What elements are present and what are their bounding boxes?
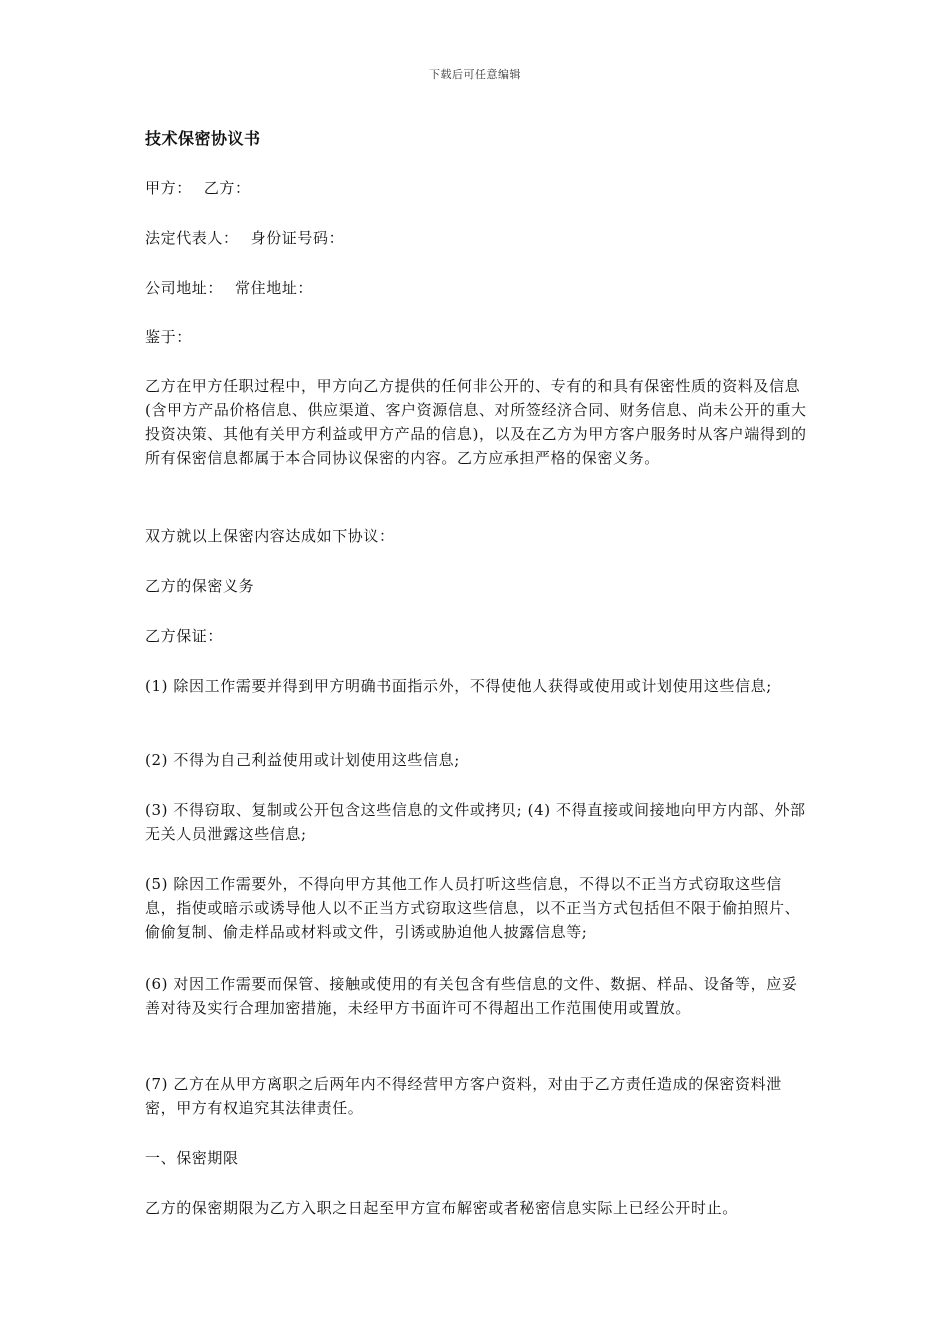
party-b-label: 乙方： <box>203 179 251 197</box>
address-line <box>145 276 810 300</box>
clause-item-6: (6) 对因工作需要而保管、接触或使用的有关包含有些信息的文件、数据、样品、设备等，应妥善对待及实行合理加密措施，未经甲方书面许可不得超出工作范围使用或置放。 <box>145 975 798 1017</box>
agreement-line: 双方就以上保密内容达成如下协议： <box>145 527 395 545</box>
clause-item-1: (1) 除因工作需要并得到甲方明确书面指示外，不得使他人获得或使用或计划使用这些信息; <box>145 677 772 695</box>
legal-rep-label: 法定代表人： <box>145 229 239 247</box>
intro-paragraph: 乙方在甲方任职过程中，甲方向乙方提供的任何非公开的、专有的和具有保密性质的资料及信息(含甲方产品价格信息、供应渠道、客户资源信息、对所签经济合同、财务信息、尚未公开的重大投资决策、其他有关甲方利益或甲方产品的信息)，以及在乙方为甲方客户服务时从客户端得到的所有保密信息都属于本合同协议保密的内容。乙方应承担严格的保密义务。 <box>145 377 807 467</box>
header-note: 下载后可任意编辑 <box>429 68 521 81</box>
clause-item-7: (7) 乙方在从甲方离职之后两年内不得经营甲方客户资料，对由于乙方责任造成的保密资料泄密，甲方有权追究其法律责任。 <box>145 1075 782 1117</box>
section-one-text: 乙方的保密期限为乙方入职之日起至甲方宣布解密或者秘密信息实际上已经公开时止。 <box>145 1199 738 1217</box>
party-a-label: 甲方： <box>145 179 192 197</box>
clause-item-5: (5) 除因工作需要外，不得向甲方其他工作人员打听这些信息，不得以不正当方式窃取这些信息，指使或暗示或诱导他人以不正当方式窃取这些信息，以不正当方式包括但不限于偷拍照片、偷偷复制、偷走样品或材料或文件，引诱或胁迫他人披露信息等; <box>145 875 801 941</box>
whereas-label: 鉴于： <box>145 328 192 346</box>
representative-line <box>145 226 810 250</box>
party-line <box>145 176 810 200</box>
clause-item-2: (2) 不得为自己利益使用或计划使用这些信息; <box>145 751 460 769</box>
guarantee-label: 乙方保证： <box>145 627 224 645</box>
residence-address-label: 常住地址： <box>235 279 314 297</box>
company-address-label: 公司地址： <box>145 279 224 297</box>
id-number-label: 身份证号码： <box>250 229 345 247</box>
clause-item-3-4: (3) 不得窃取、复制或公开包含这些信息的文件或拷贝; (4) 不得直接或间接地向甲方内部、外部无关人员泄露这些信息; <box>145 801 806 843</box>
obligations-heading: 乙方的保密义务 <box>145 577 255 595</box>
section-one-heading: 一、保密期限 <box>145 1149 239 1167</box>
document-title: 技术保密协议书 <box>145 129 261 148</box>
